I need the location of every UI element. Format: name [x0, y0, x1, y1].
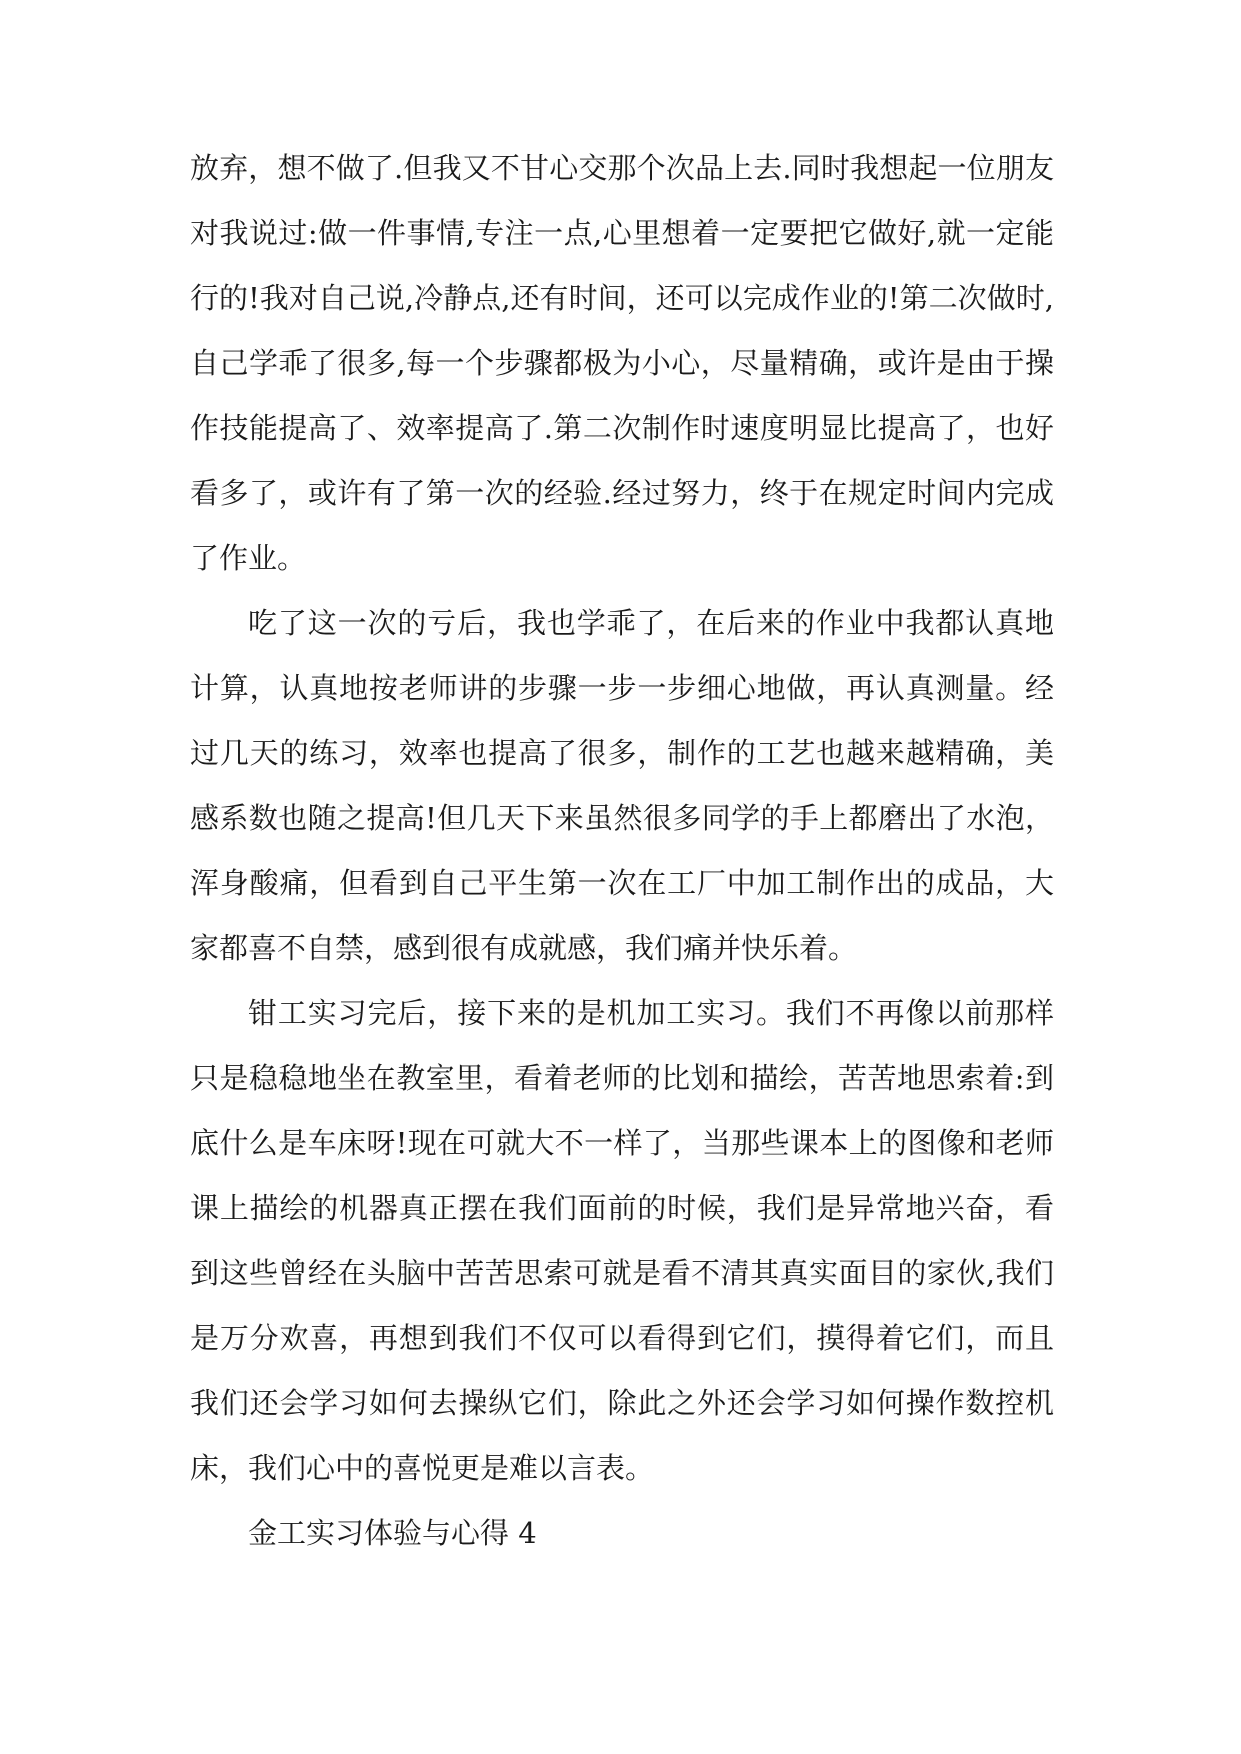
document-body [190, 136, 1054, 1566]
paragraph-1: 放弃，想不做了.但我又不甘心交那个次品上去.同时我想起一位朋友对我说过:做一件事情,专注一点,心里想着一定要把它做好,就一定能行的!我对自己说,冷静点,还有时间，还可以完成作业的!第二次做时,自己学乖了很多,每一个步骤都极为小心，尽量精确，或许是由于操作技能提高了、效率提高了.第二次制作时速度明显比提高了，也好看多了，或许有了第一次的经验.经过努力，终于在规定时间内完成了作业。 [190, 151, 1054, 575]
paragraph-3: 钳工实习完后，接下来的是机加工实习。我们不再像以前那样只是稳稳地坐在教室里，看着老师的比划和描绘，苦苦地思索着:到底什么是车床呀!现在可就大不一样了，当那些课本上的图像和老师课上描绘的机器真正摆在我们面前的时候，我们是异常地兴奋，看到这些曾经在头脑中苦苦思索可就是看不清其真实面目的家伙,我们是万分欢喜，再想到我们不仅可以看得到它们，摸得着它们，而且我们还会学习如何去操纵它们，除此之外还会学习如何操作数控机床，我们心中的喜悦更是难以言表。 [190, 996, 1054, 1485]
section-heading: 金工实习体验与心得 4 [248, 1516, 537, 1550]
paragraph-2: 吃了这一次的亏后，我也学乖了，在后来的作业中我都认真地计算，认真地按老师讲的步骤一步一步细心地做，再认真测量。经过几天的练习，效率也提高了很多，制作的工艺也越来越精确，美感系数也随之提高!但几天下来虽然很多同学的手上都磨出了水泡，浑身酸痛，但看到自己平生第一次在工厂中加工制作出的成品，大家都喜不自禁，感到很有成就感，我们痛并快乐着。 [190, 606, 1054, 965]
